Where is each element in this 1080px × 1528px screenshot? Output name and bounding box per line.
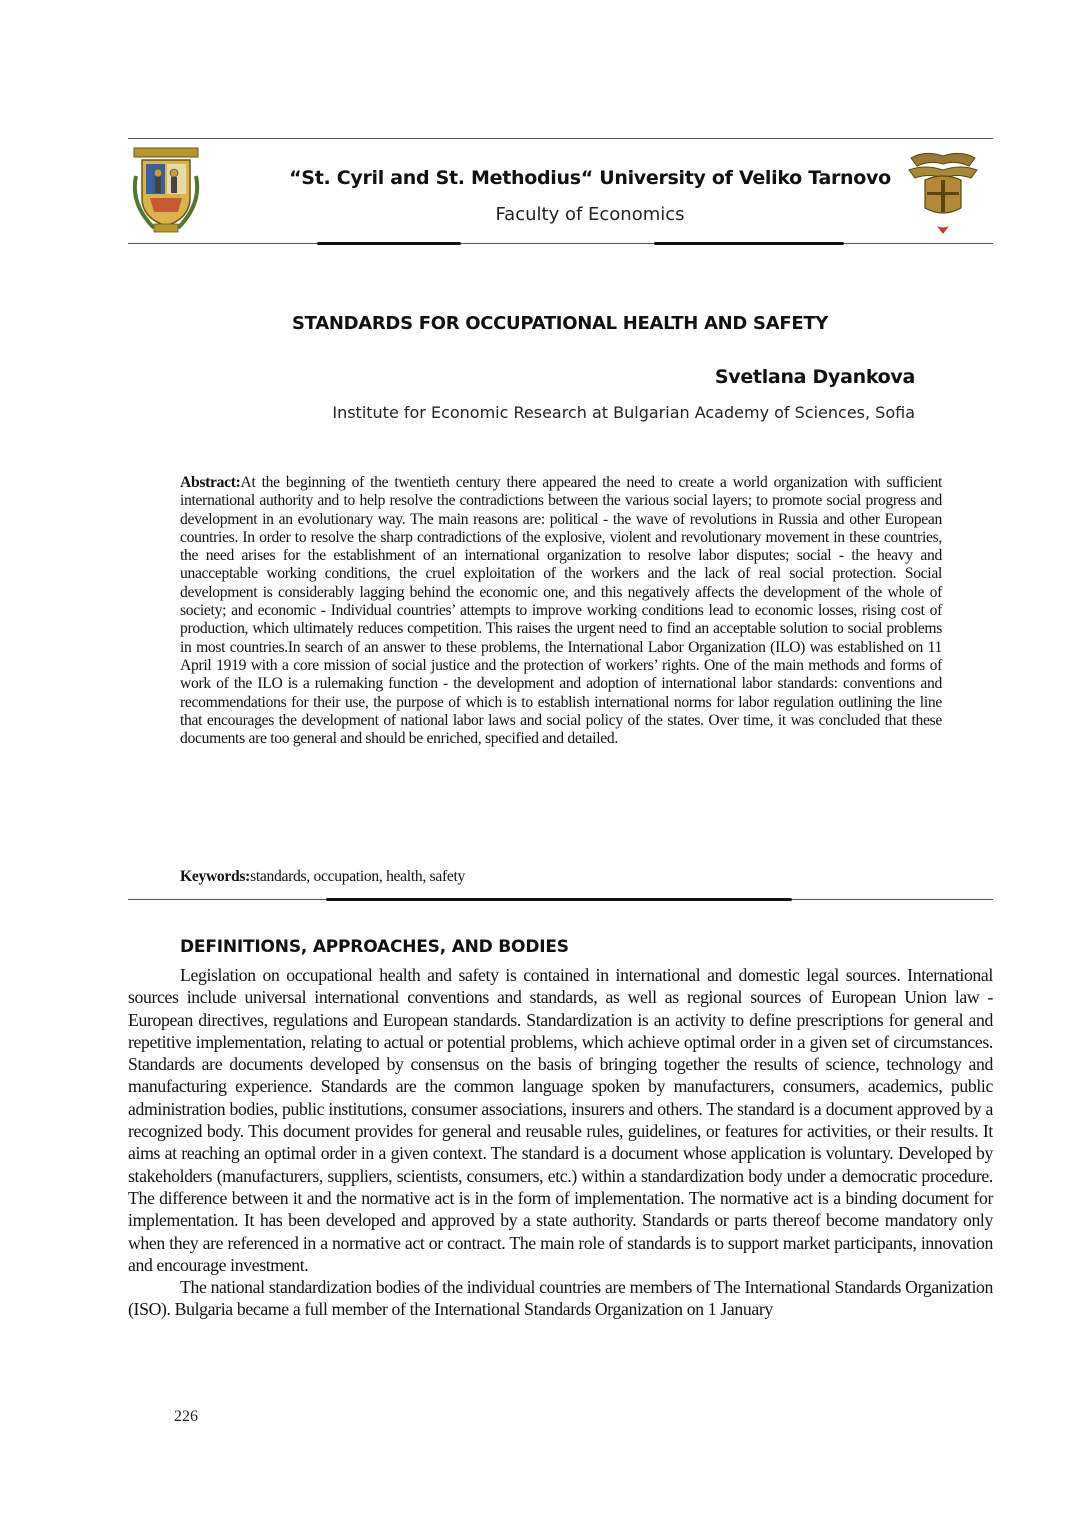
keywords-label: Keywords: [180, 868, 251, 885]
author-affiliation: Institute for Economic Research at Bulgarian Academy of Sciences, Sofia [332, 403, 915, 422]
page-number: 226 [174, 1408, 198, 1425]
author-name: Svetlana Dyankova [714, 366, 915, 388]
section-heading: DEFINITIONS, APPROACHES, AND BODIES [180, 937, 569, 957]
university-crest-icon [128, 146, 204, 236]
body-paragraph: Legislation on occupational health and safety is contained in international and domestic legal sources. International sources include universal international conventions and standards, as well as regional sources of European Union law - European directives, regulations and European standards. Standardization is an activity to define prescriptions for general and repetitive implementation, relating to actual or potential problems, which achieve optimal order in a given set of circumstances. Standards are documents developed by consensus on the basis of bringing together the results of science, technology and manufacturing experience. Standards are the common language spoken by manufacturers, consumers, academics, public administration bodies, public institutions, consumer associations, insurers and others. The standard is a document approved by a recognized body. This document provides for general and reusable rules, guidelines, or features for activities, or their results. It aims at reaching an optimal order in a given context. The standard is a document whose application is voluntary. Developed by stakeholders (manufacturers, suppliers, scientists, consumers, etc.) within a standardization body under a democratic procedure. The difference between it and the normative act is in the form of implementation. The normative act is a binding document for implementation. It has been developed and approved by a state authority. Standards or parts thereof become mandatory only when they are referenced in a normative act or contract. The main role of standards is to support market participants, innovation and encourage investment. [128, 965, 993, 1275]
body-text [128, 964, 993, 1321]
header-top-rule [128, 138, 993, 139]
keywords-text: standards, occupation, health, safety [250, 868, 465, 885]
university-name: “St. Cyril and St. Methodius“ University of Veliko Tarnovo [289, 167, 891, 189]
abstract [180, 474, 942, 748]
faculty-emblem-icon [907, 146, 979, 238]
paper-title: STANDARDS FOR OCCUPATIONAL HEALTH AND SAFETY [291, 313, 829, 334]
abstract-accent [326, 898, 792, 901]
abstract-label: Abstract: [180, 474, 241, 491]
abstract-text: At the beginning of the twentieth century there appeared the need to create a world organization with sufficient international authority and to help resolve the contradictions between the various social layers; to promote social progress and development in an evolutionary way. The main reasons are: political - the wave of revolutions in Russia and other European countries. In order to resolve the sharp contradictions of the explosive, violent and revolutionary movement in these countries, the need arises for the establishment of an international organization to resolve labor disputes; social - the heavy and unacceptable working conditions, the cruel exploitation of the workers and the lack of real social protection. Social development is considerably lagging behind the economic one, and this negatively affects the development of the whole of society; and economic - Individual countries’ attempts to improve working conditions lead to economic losses, rising cost of production, which ultimately reduces competition. This raises the urgent need to find an acceptable solution to social problems in most countries.In search of an answer to these problems, the International Labor Organization (ILO) was established on 11 April 1919 with a core mission of social justice and the protection of workers’ rights. One of the main methods and forms of work of the ILO is a rulemaking function - the development and adoption of international labor standards: conventions and recommendations for their use, the purpose of which is to establish international norms for labor regulation outlining the line that encourages the development of national labor laws and social policy of the states. Over time, it was concluded that these documents are too general and should be enriched, specified and detailed. [180, 474, 942, 748]
header-accent-right [654, 242, 844, 245]
header-accent-left [317, 242, 461, 245]
body-paragraph: The national standardization bodies of the individual countries are members of The International Standards Organization (ISO). Bulgaria became a full member of the International Standards Organization on 1 January [128, 1277, 993, 1320]
faculty-name: Faculty of Economics [495, 204, 685, 225]
keywords [180, 868, 942, 886]
header-bottom-rule [128, 243, 993, 244]
